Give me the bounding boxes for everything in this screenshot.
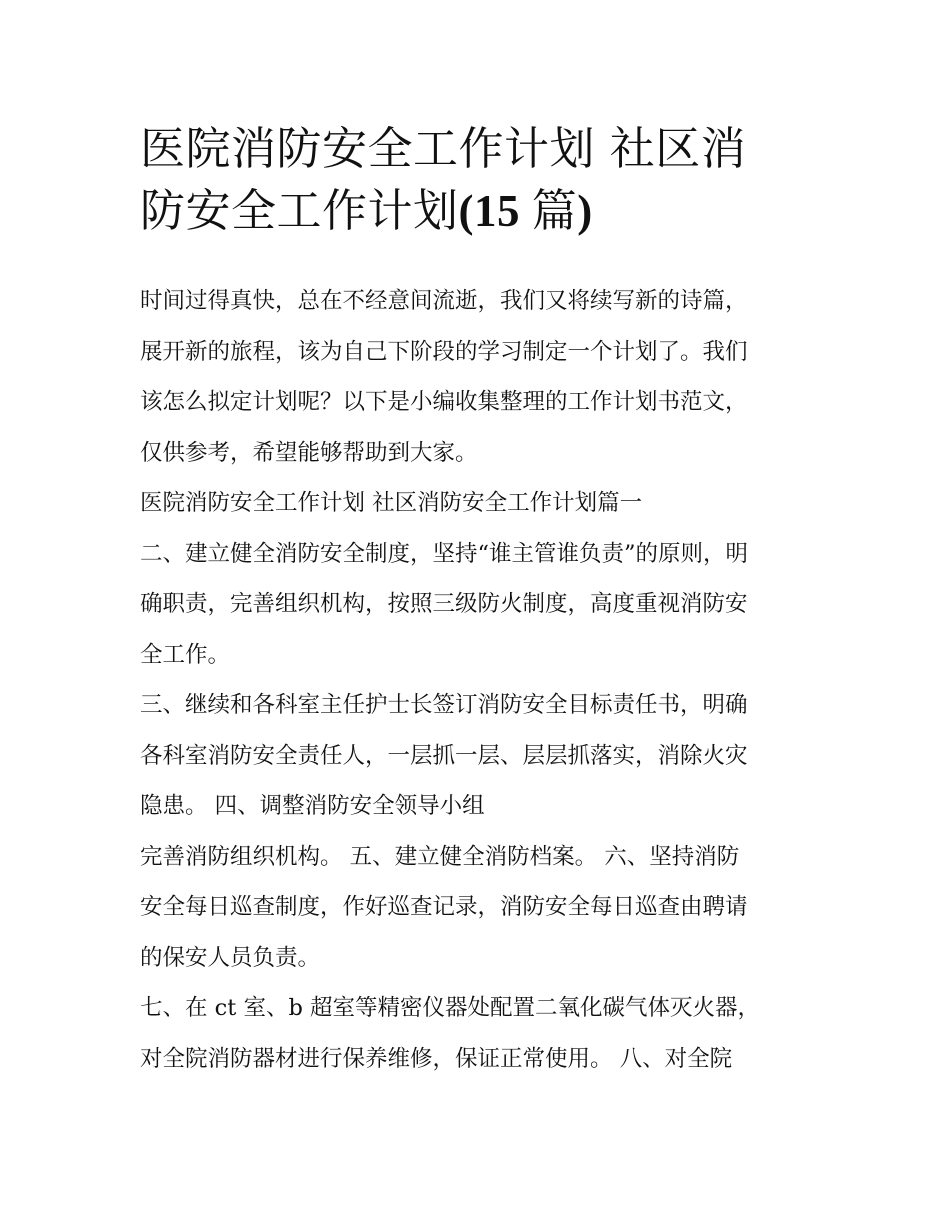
paragraph-line: 全工作。 (140, 641, 231, 668)
paragraph-item-3 (140, 680, 820, 832)
paragraph-line: 的保安人员负责。 (140, 944, 321, 971)
paragraph-line: 各科室消防安全责任人，一层抓一层、层层抓落实，消除火灾 (140, 742, 748, 769)
title-count-close: ) (577, 186, 593, 236)
title-line-1: 医院消防安全工作计划 社区消 (140, 122, 747, 175)
paragraph-line: 展开新的旅程，该为自己下阶段的学习制定一个计划了。我们 (140, 338, 748, 365)
paragraph-intro (140, 276, 820, 478)
paragraph-item-7 (140, 983, 820, 1084)
body-text (140, 276, 820, 1084)
paragraph-line: 该怎么拟定计划呢？以下是小编收集整理的工作计划书范文， (140, 389, 748, 415)
title-count-open: (15 (458, 186, 532, 236)
paragraph-item-2 (140, 529, 820, 681)
paragraph-line: 二、建立健全消防安全制度，坚持“谁主管谁负责”的原则，明 (140, 540, 749, 567)
paragraph-line: 隐患。 四、调整消防安全领导小组 (140, 793, 485, 819)
paragraph-line: 对全院消防器材进行保养维修，保证正常使用。 八、对全院 (140, 1045, 733, 1072)
paragraph-line: 安全每日巡查制度，作好巡查记录，消防安全每日巡查由聘请 (140, 894, 748, 920)
paragraph-line: 完善消防组织机构。 五、建立健全消防档案。 六、坚持消防 (140, 843, 740, 870)
paragraph-line: 时间过得真快，总在不经意间流逝，我们又将续写新的诗篇， (140, 288, 748, 314)
section-heading (140, 478, 820, 529)
paragraph-line: 仅供参考，希望能够帮助到大家。 (140, 439, 478, 466)
paragraph-line: 医院消防安全工作计划 社区消防安全工作计划篇一 (140, 490, 643, 516)
paragraph-item-5 (140, 832, 820, 984)
title-count-unit: 篇 (531, 184, 578, 237)
title-line-2: 防安全工作计划 (140, 184, 459, 237)
paragraph-line: 确职责，完善组织机构，按照三级防火制度，高度重视消防安 (140, 591, 748, 617)
document-title (140, 118, 820, 242)
paragraph-line: 三、继续和各科室主任护士长签订消防安全目标责任书，明确 (140, 692, 748, 718)
paragraph-line: 七、在 ct 室、b 超室等精密仪器处配置二氧化碳气体灭火器， (140, 995, 761, 1021)
